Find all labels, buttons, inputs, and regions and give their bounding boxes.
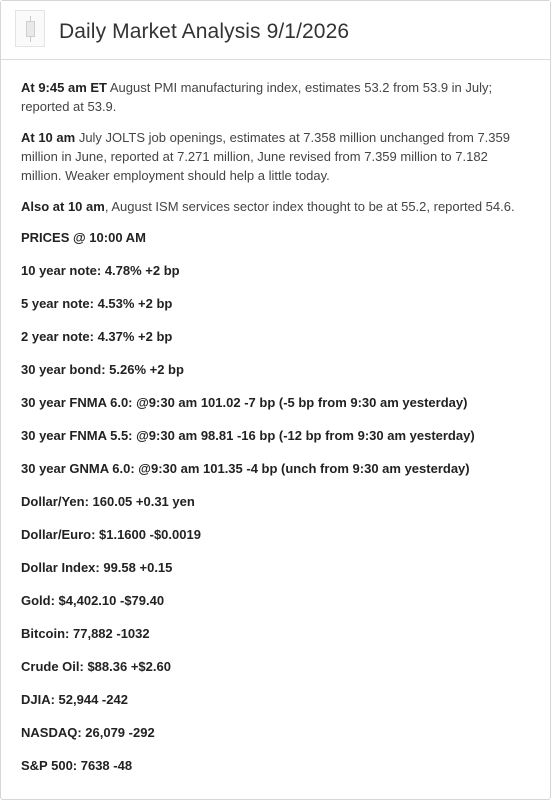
price-gold: Gold: $4,402.10 -$79.40 <box>21 593 165 608</box>
pmi-lead: At 9:45 am ET <box>21 80 107 95</box>
ism-paragraph <box>21 197 530 216</box>
price-10yr-note: 10 year note: 4.78% +2 bp <box>21 263 180 278</box>
price-djia: DJIA: 52,944 -242 <box>21 692 128 707</box>
page-title: Daily Market Analysis 9/1/2026 <box>59 20 350 43</box>
prices-heading: PRICES @ 10:00 AM <box>21 230 146 245</box>
price-crude-oil: Crude Oil: $88.36 +$2.60 <box>21 659 171 674</box>
article-header <box>1 1 550 60</box>
candlestick-icon <box>15 10 45 47</box>
article-body <box>1 60 550 789</box>
jolts-lead: At 10 am <box>21 130 76 145</box>
ism-text: , August ISM services sector index thought to be at 55.2, reported 54.6. <box>104 199 515 214</box>
jolts-text: July JOLTS job openings, estimates at 7.358 million unchanged from 7.359 million in June, reported at 7.271 million, June revised from 7.359 million to 7.182 million. Weaker employment should help a little today. <box>21 130 510 183</box>
pmi-paragraph <box>21 78 530 116</box>
price-fnma-5-5: 30 year FNMA 5.5: @9:30 am 98.81 -16 bp (-12 bp from 9:30 am yesterday) <box>21 428 475 443</box>
price-fnma-6: 30 year FNMA 6.0: @9:30 am 101.02 -7 bp (-5 bp from 9:30 am yesterday) <box>21 395 468 410</box>
prices-list <box>21 261 530 789</box>
price-30yr-bond: 30 year bond: 5.26% +2 bp <box>21 362 184 377</box>
price-nasdaq: NASDAQ: 26,079 -292 <box>21 725 155 740</box>
price-2yr-note: 2 year note: 4.37% +2 bp <box>21 329 173 344</box>
price-dollar-index: Dollar Index: 99.58 +0.15 <box>21 560 173 575</box>
price-gnma-6: 30 year GNMA 6.0: @9:30 am 101.35 -4 bp (unch from 9:30 am yesterday) <box>21 461 470 476</box>
price-bitcoin: Bitcoin: 77,882 -1032 <box>21 626 150 641</box>
price-dollar-euro: Dollar/Euro: $1.1600 -$0.0019 <box>21 527 201 542</box>
pmi-text: August PMI manufacturing index, estimates 53.2 from 53.9 in July; reported at 53.9. <box>21 80 493 114</box>
ism-lead: Also at 10 am <box>21 199 105 214</box>
price-dollar-yen: Dollar/Yen: 160.05 +0.31 yen <box>21 494 195 509</box>
candle-body <box>26 21 35 37</box>
price-5yr-note: 5 year note: 4.53% +2 bp <box>21 296 173 311</box>
jolts-paragraph <box>21 128 530 185</box>
price-sp500: S&P 500: 7638 -48 <box>21 758 133 773</box>
